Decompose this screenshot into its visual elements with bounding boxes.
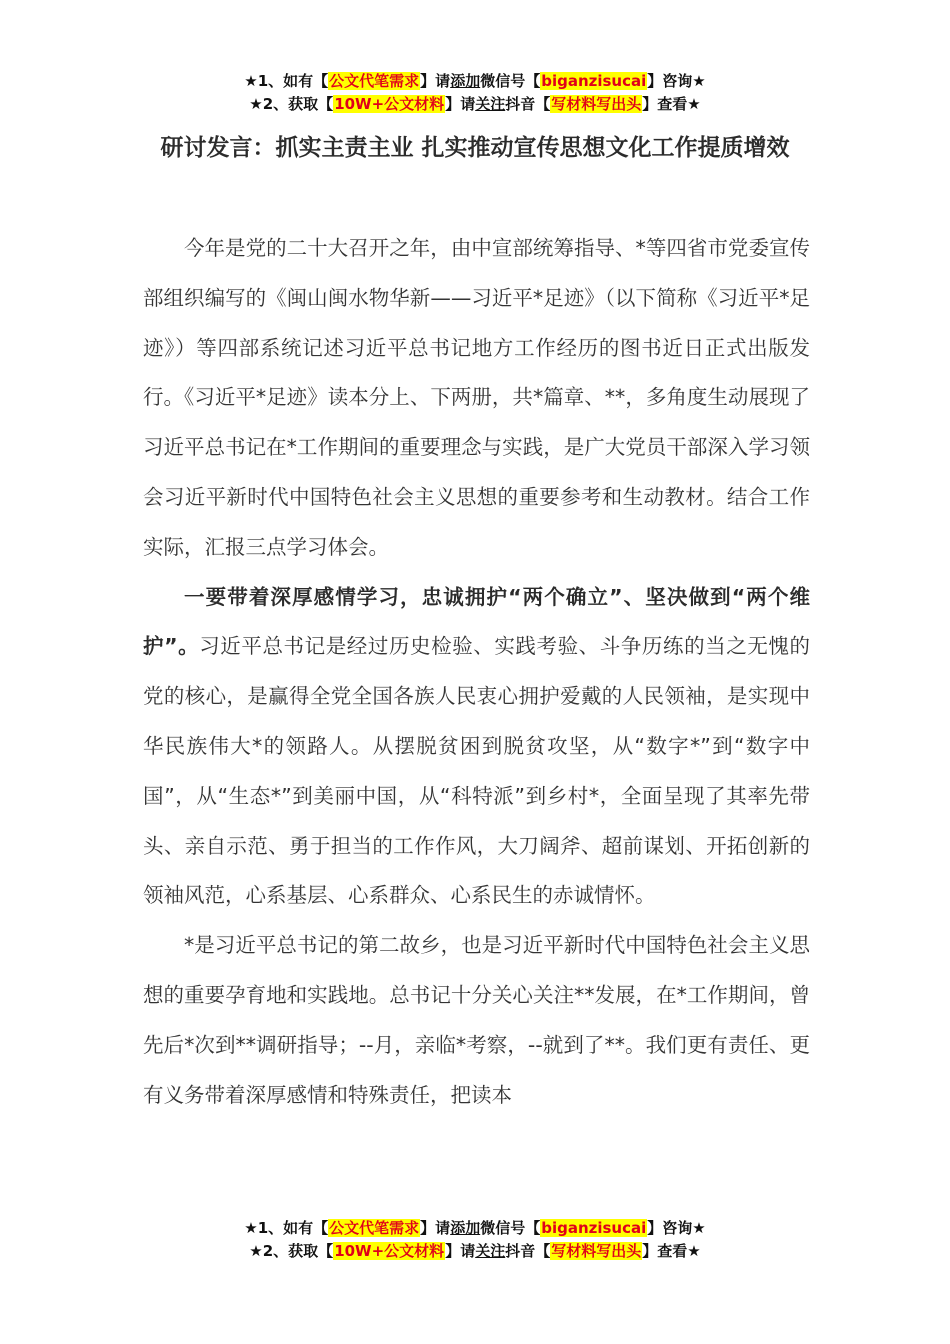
underlined-text: 关注 (475, 95, 506, 113)
banner-text: 抖音【 (505, 1242, 551, 1260)
document-title: 研讨发言：抓实主责主业 扎实推动宣传思想文化工作提质增效 (160, 135, 790, 161)
banner-text: 】查看★ (642, 95, 701, 113)
paragraph-3: *是习近平总书记的第二故乡，也是习近平新时代中国特色社会主义思想的重要孕育地和实践地。总书记十分关心关注**发展，在*工作期间，曾先后*次到**调研指导；--月，亲临*考察，--就到了**。我们更有责任、更有义务带着深厚感情和特殊责任，把读本 (143, 933, 810, 1107)
highlight-wechat-id: biganzisucai (541, 1219, 647, 1237)
header-banner (0, 70, 950, 116)
banner-text: ★2、获取【 (249, 95, 334, 113)
highlight-service: 公文代笔需求 (329, 72, 420, 90)
underlined-text: 添加 (450, 1219, 481, 1237)
highlight-service: 公文代笔需求 (329, 1219, 420, 1237)
banner-text: 】咨询★ (647, 72, 706, 90)
highlight-douyin-account: 写材料写出头 (551, 95, 642, 113)
highlight-materials: 10W+公文材料 (334, 1242, 445, 1260)
banner-line-1 (0, 1217, 950, 1240)
paragraph-2-heading: 一要带着深厚感情学习，忠诚拥护“两个确立”、坚决做到“两个维护”。 (143, 584, 810, 659)
banner-text: ★2、获取【 (249, 1242, 334, 1260)
banner-text: 】请 (420, 1219, 451, 1237)
banner-text: 】查看★ (642, 1242, 701, 1260)
paragraph-2-text: 习近平总书记是经过历史检验、实践考验、斗争历练的当之无愧的党的核心，是赢得全党全国各族人民衷心拥护爱戴的人民领袖，是实现中华民族伟大*的领路人。从摆脱贫困到脱贫攻坚，从“数字*”到“数字中国”，从“生态*”到美丽中国，从“科特派”到乡村*，全面呈现了其率先带头、亲自示范、勇于担当的工作作风，大刀阔斧、超前谋划、开拓创新的领袖风范，心系基层、心系群众、心系民生的赤诚情怀。 (143, 634, 810, 908)
banner-text: 微信号【 (480, 1219, 541, 1237)
banner-text: ★1、如有【 (244, 72, 329, 90)
banner-line-2 (0, 93, 950, 116)
banner-line-2 (0, 1240, 950, 1263)
banner-line-1 (0, 70, 950, 93)
highlight-materials: 10W+公文材料 (334, 95, 445, 113)
banner-text: 】咨询★ (647, 1219, 706, 1237)
banner-text: 】请 (420, 72, 451, 90)
highlight-wechat-id: biganzisucai (541, 72, 647, 90)
document-body (143, 224, 810, 1120)
banner-text: 】请 (445, 95, 476, 113)
footer-banner (0, 1217, 950, 1263)
banner-text: 微信号【 (480, 72, 541, 90)
banner-text: ★1、如有【 (244, 1219, 329, 1237)
paragraph-2 (143, 573, 810, 922)
underlined-text: 添加 (450, 72, 481, 90)
banner-text: 抖音【 (505, 95, 551, 113)
banner-text: 】请 (445, 1242, 476, 1260)
highlight-douyin-account: 写材料写出头 (551, 1242, 642, 1260)
underlined-text: 关注 (475, 1242, 506, 1260)
paragraph-1: 今年是党的二十大召开之年，由中宣部统筹指导、*等四省市党委宣传部组织编写的《闽山闽水物华新——习近平*足迹》（以下简称《习近平*足迹》）等四部系统记述习近平总书记地方工作经历的图书近日正式出版发行。《习近平*足迹》读本分上、下两册，共*篇章、**，多角度生动展现了习近平总书记在*工作期间的重要理念与实践，是广大党员干部深入学习领会习近平新时代中国特色社会主义思想的重要参考和生动教材。结合工作实际，汇报三点学习体会。 (143, 236, 810, 559)
